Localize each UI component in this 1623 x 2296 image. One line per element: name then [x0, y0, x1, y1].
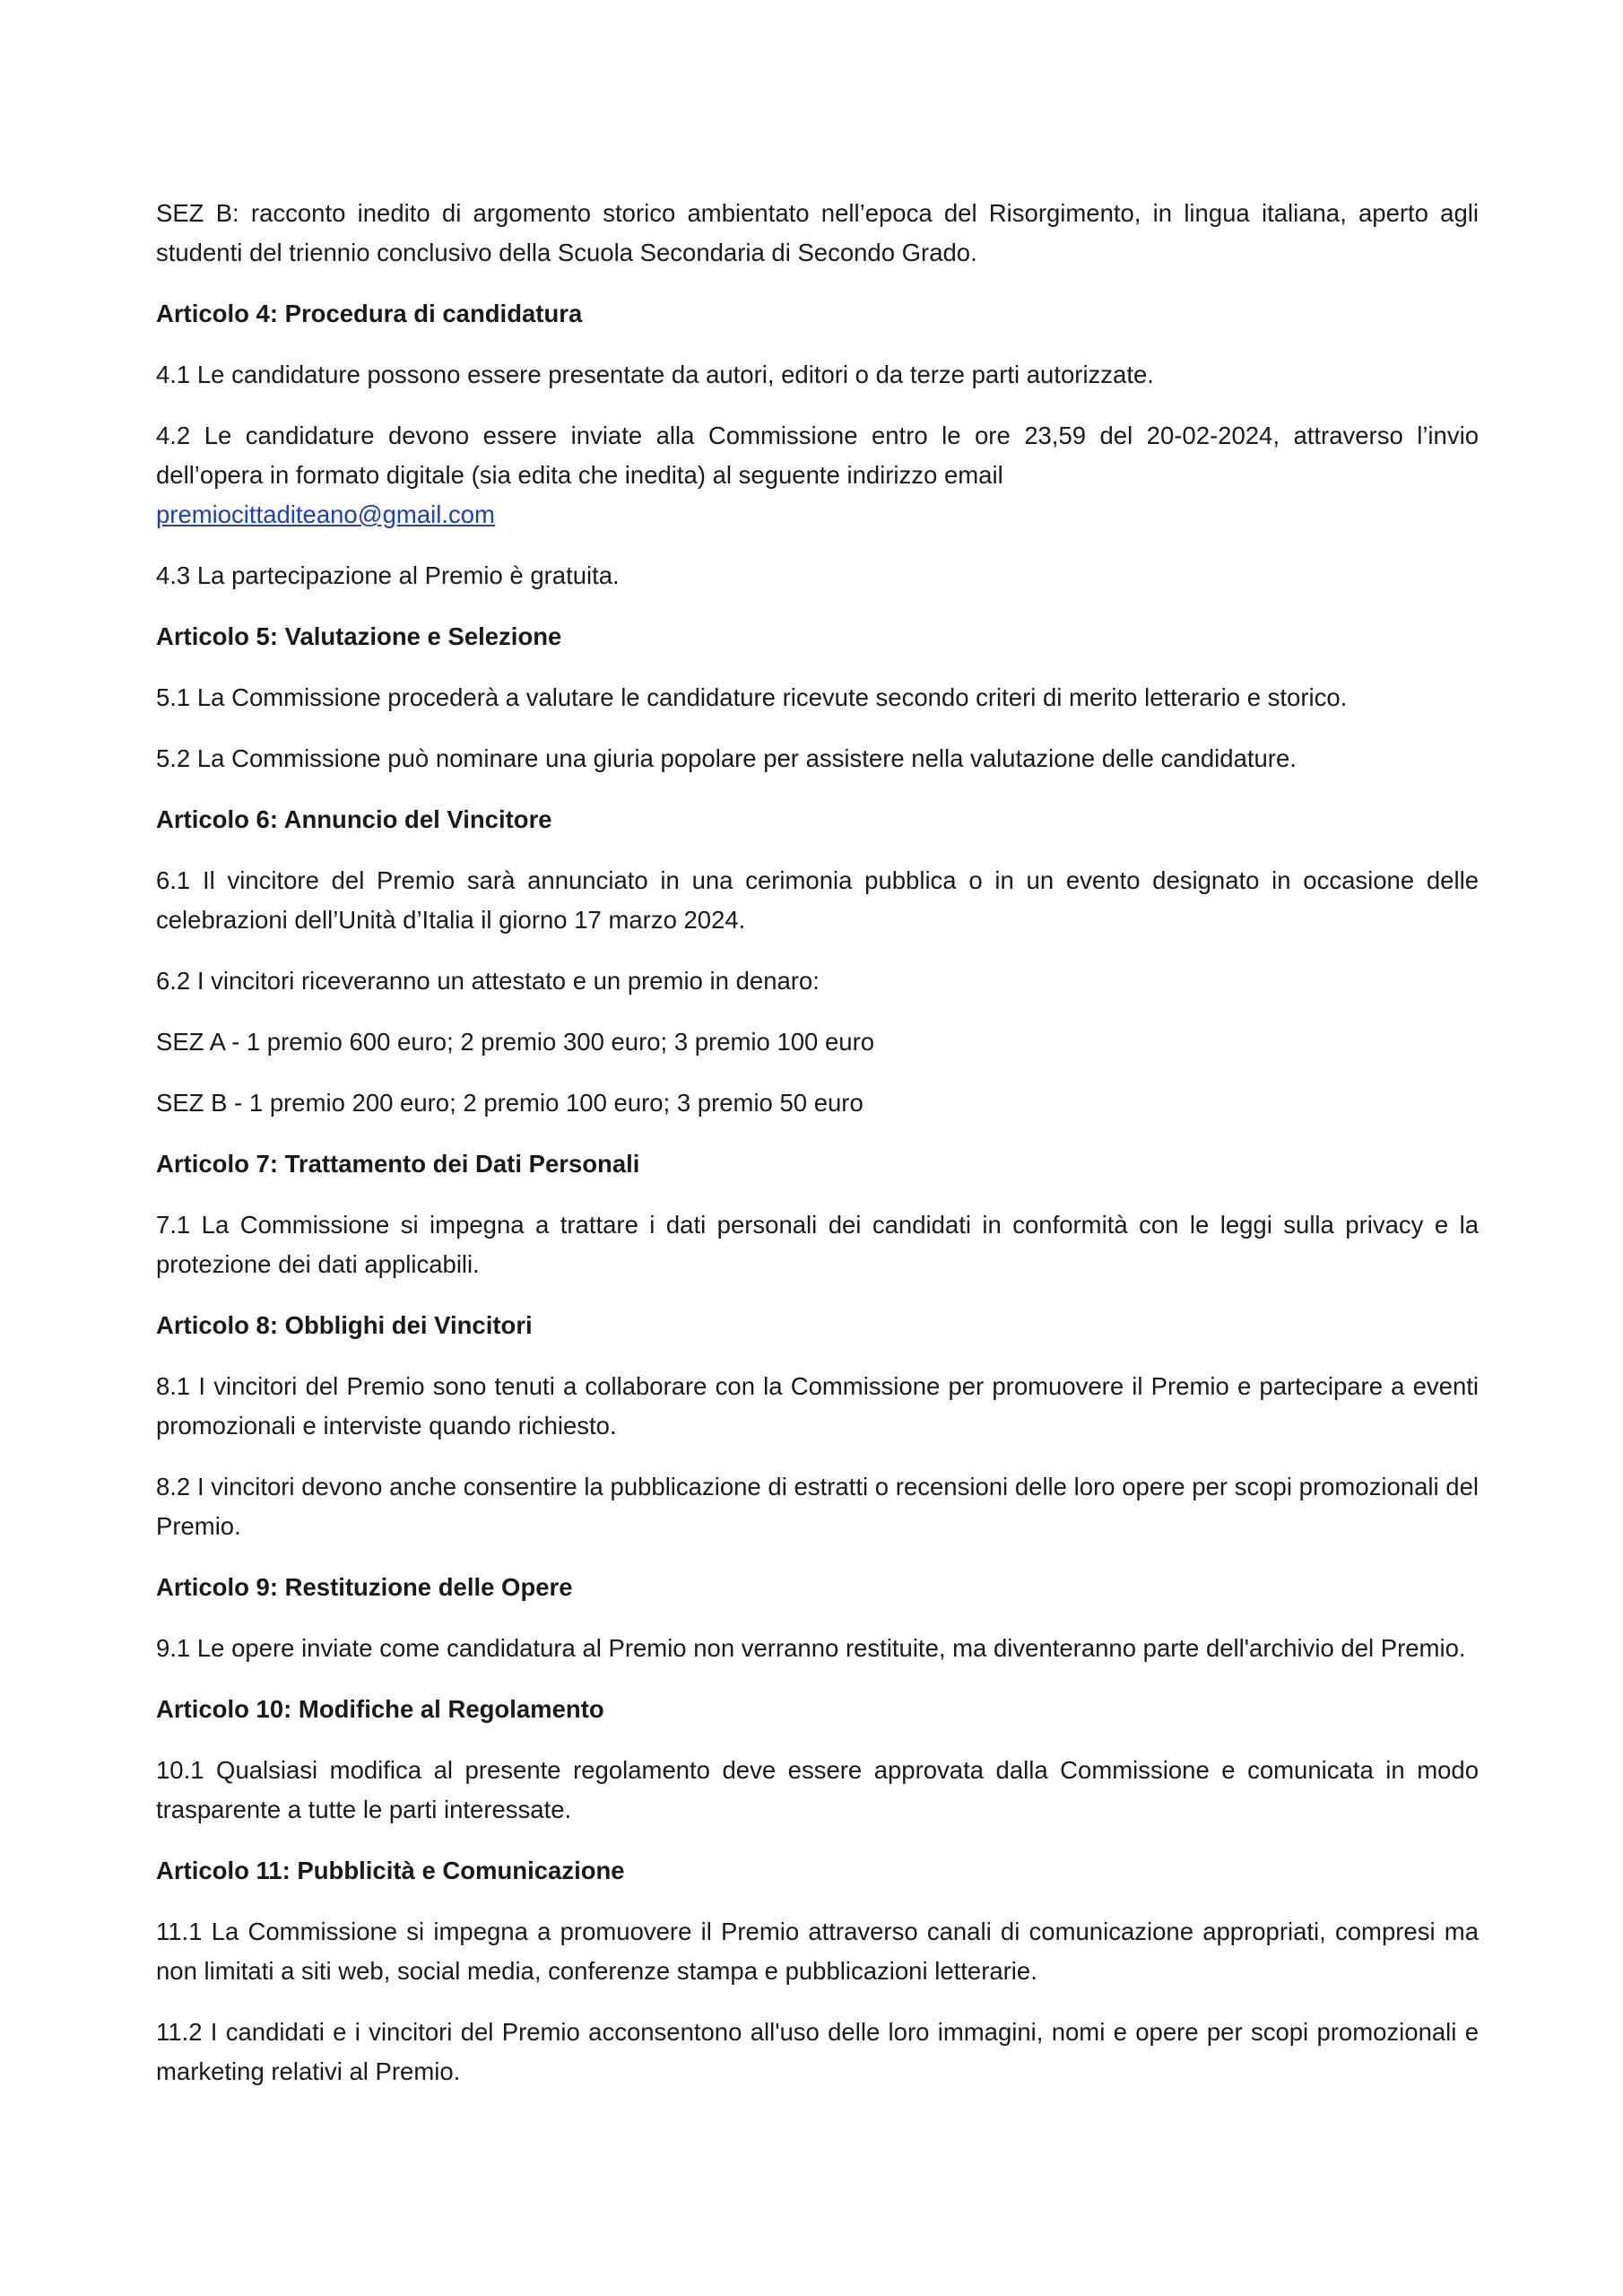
- paragraph-11-1: 11.1 La Commissione si impegna a promuovere il Premio attraverso canali di comunicazione appropriati, compresi ma non limitati a siti web, social media, conferenze stampa e pubblicazioni letterarie.: [156, 1918, 1479, 1985]
- heading-articolo-9: Articolo 9: Restituzione delle Opere: [156, 1573, 573, 1601]
- prize-list-sez-b: SEZ B - 1 premio 200 euro; 2 premio 100 euro; 3 premio 50 euro: [156, 1089, 864, 1117]
- paragraph-9-1: 9.1 Le opere inviate come candidatura al Premio non verranno restituite, ma diventeranno parte dell'archivio del Premio.: [156, 1634, 1466, 1662]
- paragraph-6-2: 6.2 I vincitori riceveranno un attestato e un premio in denaro:: [156, 967, 820, 995]
- heading-articolo-10: Articolo 10: Modifiche al Regolamento: [156, 1695, 604, 1723]
- heading-articolo-8: Articolo 8: Obblighi dei Vincitori: [156, 1311, 533, 1339]
- paragraph-6-1: 6.1 Il vincitore del Premio sarà annunciato in una cerimonia pubblica o in un evento designato in occasione delle celebrazioni dell’Unità d’Italia il giorno 17 marzo 2024.: [156, 866, 1479, 934]
- paragraph-4-1: 4.1 Le candidature possono essere presentate da autori, editori o da terze parti autorizzate.: [156, 361, 1154, 388]
- paragraph-5-1: 5.1 La Commissione procederà a valutare le candidature ricevute secondo criteri di merito letterario e storico.: [156, 683, 1348, 711]
- document-page: [156, 194, 1479, 2113]
- paragraph-4-2-text: 4.2 Le candidature devono essere inviate alla Commissione entro le ore 23,59 del 20-02-2024, attraverso l’invio dell’opera in formato digitale (sia edita che inedita) al seguente indirizzo email: [156, 422, 1479, 489]
- paragraph-4-3: 4.3 La partecipazione al Premio è gratuita.: [156, 561, 620, 589]
- paragraph-sez-b: SEZ B: racconto inedito di argomento storico ambientato nell’epoca del Risorgimento, in lingua italiana, aperto agli studenti del triennio conclusivo della Scuola Secondaria di Secondo Grado.: [156, 199, 1479, 266]
- paragraph-5-2: 5.2 La Commissione può nominare una giuria popolare per assistere nella valutazione delle candidature.: [156, 744, 1297, 772]
- heading-articolo-6: Articolo 6: Annuncio del Vincitore: [156, 805, 552, 833]
- paragraph-10-1: 10.1 Qualsiasi modifica al presente regolamento deve essere approvata dalla Commissione e comunicata in modo trasparente a tutte le parti interessate.: [156, 1756, 1479, 1823]
- heading-articolo-11: Articolo 11: Pubblicità e Comunicazione: [156, 1857, 625, 1884]
- paragraph-11-2: 11.2 I candidati e i vincitori del Premio acconsentono all'uso delle loro immagini, nomi e opere per scopi promozionali e marketing relativi al Premio.: [156, 2018, 1479, 2085]
- heading-articolo-5: Articolo 5: Valutazione e Selezione: [156, 622, 562, 650]
- paragraph-8-1: 8.1 I vincitori del Premio sono tenuti a collaborare con la Commissione per promuovere il Premio e partecipare a eventi promozionali e interviste quando richiesto.: [156, 1372, 1479, 1439]
- heading-articolo-7: Articolo 7: Trattamento dei Dati Personali: [156, 1150, 640, 1178]
- paragraph-8-2: 8.2 I vincitori devono anche consentire la pubblicazione di estratti o recensioni delle loro opere per scopi promozionali del Premio.: [156, 1473, 1479, 1540]
- paragraph-7-1: 7.1 La Commissione si impegna a trattare i dati personali dei candidati in conformità con le leggi sulla privacy e la protezione dei dati applicabili.: [156, 1211, 1479, 1278]
- heading-articolo-4: Articolo 4: Procedura di candidatura: [156, 300, 583, 327]
- prize-list-sez-a: SEZ A - 1 premio 600 euro; 2 premio 300 euro; 3 premio 100 euro: [156, 1028, 875, 1056]
- paragraph-4-2: [156, 416, 1479, 535]
- email-link[interactable]: premiocittaditeano@gmail.com: [156, 500, 495, 528]
